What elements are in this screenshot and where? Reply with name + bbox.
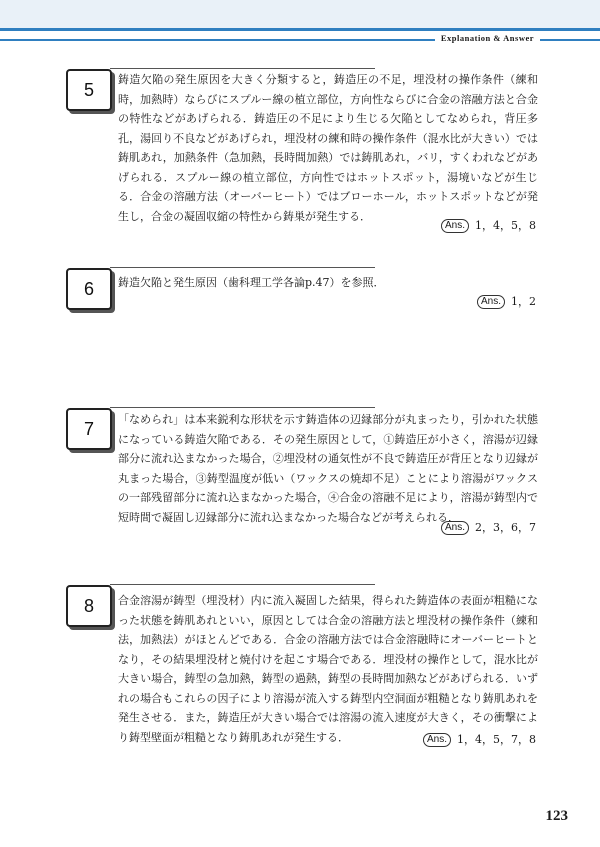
question-7-rule (110, 407, 375, 408)
question-5-text: 鋳造欠陥の発生原因を大きく分類すると，鋳造圧の不足，埋没材の操作条件（練和時，加熱時）ならびにスプルー線の植立部位，方向性ならびに合金の溶融方法と合金の特性などがあげられる．鋳造圧の不足により生じる欠陥としてなめられ，背圧多孔，湯回り不良などがあげられ，埋没材の練和時の操作条件（混水比が大きい）では鋳肌あれ，加熱条件（急加熱，長時間加熱）では鋳肌あれ，バリ，すくわれなどがあげられる．スプルー線の植立部位，方向性ではホットスポット，湯境いなどが生じる．合金の溶融方法（オーバーヒート）ではブローホール，ホットスポットなどが発生し，合金の凝固収縮の特性から鋳巣が発生する． (118, 73, 538, 223)
question-7-answer (441, 521, 536, 535)
answer-label: Ans. (477, 295, 505, 309)
question-7-text: 「なめられ」は本来鋭利な形状を示す鋳造体の辺縁部分が丸まったり，引かれた状態になっている鋳造欠陥である．その発生原因として，①鋳造圧が小さく，溶湯が辺縁部分に流れ込まなかった場合，②埋没材の通気性が不良で鋳造圧が背圧となり辺縁が丸まった場合，③鋳型温度が低い（ワックスの焼却不足）ことにより溶湯がワックスの一部残留部分に流れ込まなかった場合，④合金の溶融不足により，溶湯が鋳型内で短時間で凝固し辺縁部分に流れ込まなかった場合などが考えられる． (118, 413, 538, 524)
header-rule-top (0, 28, 600, 31)
answer-value: 1，2 (511, 295, 536, 308)
answer-value: 2，3，6，7 (475, 521, 536, 534)
answer-label: Ans. (441, 521, 469, 535)
question-6-text: 鋳造欠陥と発生原因（歯科理工学各論p.47）を参照． (118, 276, 385, 289)
question-5-rule (110, 68, 375, 69)
question-8-text: 合金溶湯が鋳型（埋没材）内に流入凝固した結果，得られた鋳造体の表面が粗糙になった状態を鋳肌あれといい，原因としては合金の溶融方法と埋没材の操作条件（練和法，加熱法）がほとんどである．合金の溶融方法では合金溶融時にオーバーヒートとなり，その結果埋没材と焼付けを起こす場合である．埋没材の操作として，混水比が大きい場合，鋳型の急加熱，鋳型の過熱，鋳型の長時間加熱などがあげられる．いずれの場合もこれらの因子により溶湯が流入する鋳型内空洞面が粗糙となり鋳肌あれを発生させる．また，鋳造圧が大きい場合では溶湯の流入速度が大きく，その衝撃により鋳型壁面が粗糙となり鋳肌あれが発生する． (118, 594, 538, 744)
header-band (0, 0, 600, 28)
question-8-number: 8 (66, 585, 112, 627)
question-7-number: 7 (66, 408, 112, 450)
page-number: 123 (545, 808, 568, 824)
question-6-number: 6 (66, 268, 112, 310)
answer-value: 1，4，5，7，8 (457, 733, 536, 746)
header-title: Explanation & Answer (435, 33, 540, 43)
answer-label: Ans. (441, 219, 469, 233)
question-5-number: 5 (66, 69, 112, 111)
answer-label: Ans. (423, 733, 451, 747)
question-6-rule (110, 267, 375, 268)
question-6-answer (477, 295, 536, 309)
answer-value: 1，4，5，8 (475, 219, 536, 232)
question-8-rule (110, 584, 375, 585)
question-8-answer (423, 733, 536, 747)
question-5-answer (441, 219, 536, 233)
